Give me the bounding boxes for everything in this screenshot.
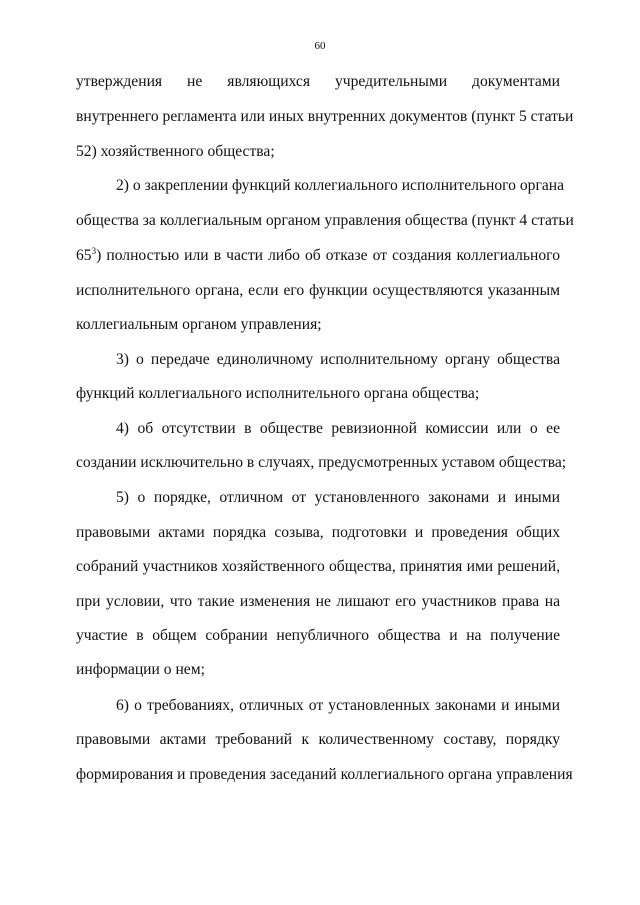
superscript: 3 <box>91 246 97 256</box>
text-line: общества за коллегиальным органом управления общества (пункт 4 статьи <box>76 212 574 229</box>
text-line: 5) о порядке, отличном от установленного законами и иными <box>116 489 560 506</box>
line-text: ) полностью или в части либо об отказе от создания коллегиального <box>96 247 560 264</box>
text-line: создании исключительно в случаях, предусмотренных уставом общества; <box>76 454 567 471</box>
text-line: 2) о закреплении функций коллегиального исполнительного органа <box>116 177 565 194</box>
text-line: утверждения не являющихся учредительными документами <box>76 73 560 90</box>
text-line: функций коллегиального исполнительного органа общества; <box>76 385 480 402</box>
text-line: участие в общем собрании непубличного общества и на получение <box>76 627 560 644</box>
text-line: коллегиальным органом управления; <box>76 316 322 333</box>
text-line-with-superscript <box>76 246 560 266</box>
text-line: информации о нем; <box>76 661 205 678</box>
text-line: 6) о требованиях, отличных от установленных законами и иными <box>116 697 560 714</box>
text-line: при условии, что такие изменения не лишают его участников права на <box>76 593 560 610</box>
text-line: исполнительного органа, если его функции осуществляются указанным <box>76 282 560 299</box>
text-line: правовыми актами требований к количественному составу, порядку <box>76 731 560 748</box>
text-line: формирования и проведения заседаний коллегиального органа управления <box>76 766 573 783</box>
text-line: 3) о передаче единоличному исполнительному органу общества <box>116 351 560 368</box>
text-line: внутреннего регламента или иных внутренних документов (пункт 5 статьи <box>76 108 574 125</box>
text-line: 52) хозяйственного общества; <box>76 143 275 160</box>
text-line: правовыми актами порядка созыва, подготовки и проведения общих <box>76 524 560 541</box>
line-text: 65 <box>76 247 92 264</box>
page-number: 60 <box>314 40 326 52</box>
text-line: собраний участников хозяйственного общества, принятия ими решений, <box>76 558 560 575</box>
text-line: 4) об отсутствии в обществе ревизионной комиссии или о ее <box>116 420 560 437</box>
